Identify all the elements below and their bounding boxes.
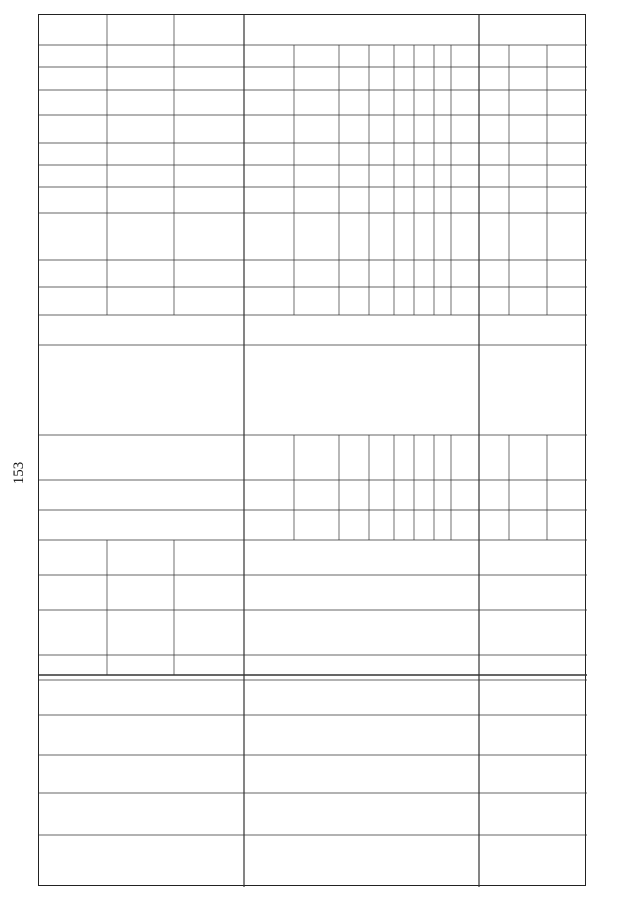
table-grid bbox=[39, 15, 587, 887]
page-number: 153 bbox=[11, 461, 27, 485]
rotated-data-table bbox=[38, 14, 586, 886]
